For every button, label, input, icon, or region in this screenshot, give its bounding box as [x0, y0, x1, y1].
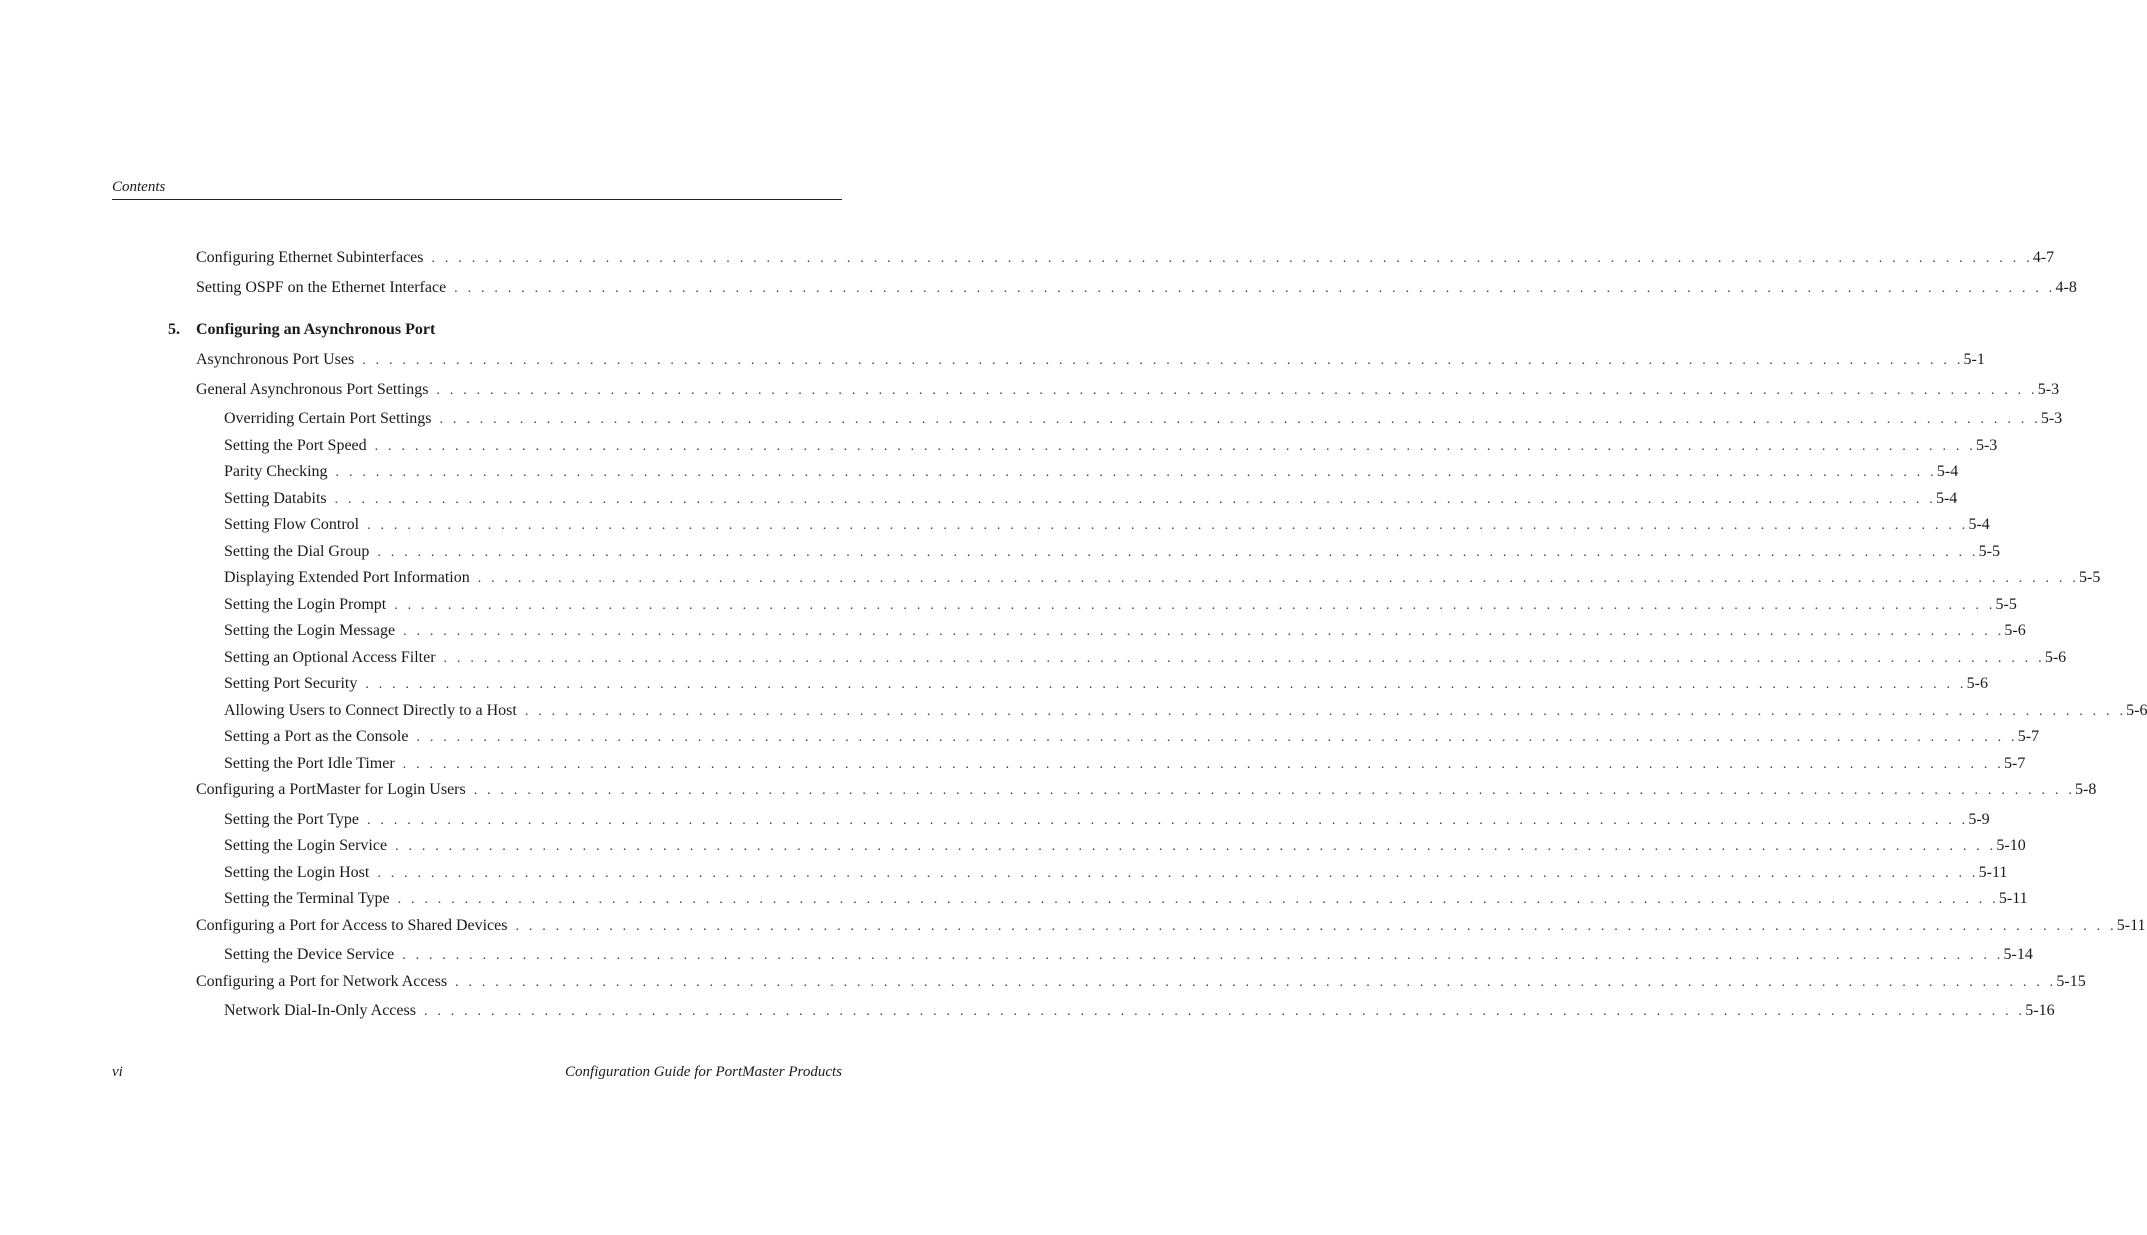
toc-entry-page: 5-7	[2017, 728, 2040, 745]
toc-entry-title: Setting Flow Control	[224, 516, 360, 533]
toc-entry[interactable]	[224, 727, 2040, 747]
toc-entry[interactable]	[224, 568, 2101, 588]
running-header	[112, 177, 842, 200]
toc-entry-page: 5-15	[2056, 973, 2086, 990]
toc-entry-page: 5-7	[2003, 755, 2026, 772]
dot-leader: . . . . . . . . . . . . . . . . . . . . . . . . . . . . . . . . . . . . . . . . . . . . . . . . . . . . . . . . . . . . . . . . . . . . . . . . . . . . . . . . . . . . . . . . . . . . . . . . . . . . . . . . . . . . . . . . . . . . . . . .	[477, 571, 2080, 586]
toc-entry-page: 5-16	[2025, 1002, 2055, 1019]
toc-entry-title: Setting OSPF on the Ethernet Interface	[196, 279, 447, 296]
toc-entry-page: 5-6	[2044, 649, 2067, 666]
dot-leader: . . . . . . . . . . . . . . . . . . . . . . . . . . . . . . . . . . . . . . . . . . . . . . . . . . . . . . . . . . . . . . . . . . . . . . . . . . . . . . . . . . . . . . . . . . . . . . . . . . . . . . . . . . . . . . . . . . . . . . . .	[439, 412, 2041, 427]
dot-leader: . . . . . . . . . . . . . . . . . . . . . . . . . . . . . . . . . . . . . . . . . . . . . . . . . . . . . . . . . . . . . . . . . . . . . . . . . . . . . . . . . . . . . . . . . . . . . . . . . . . . . . . . . . . . . . . . . . . . . . . .	[455, 975, 2057, 990]
chapter-title: Configuring an Asynchronous Port	[196, 321, 436, 338]
toc-entry[interactable]	[224, 542, 2000, 562]
toc-entry[interactable]	[224, 754, 2026, 774]
toc-entry[interactable]	[224, 701, 2147, 721]
toc-entry[interactable]	[196, 972, 2086, 992]
toc-entry-page: 5-5	[1995, 596, 2017, 613]
chapter-number: 5.	[168, 321, 180, 338]
dot-leader: . . . . . . . . . . . . . . . . . . . . . . . . . . . . . . . . . . . . . . . . . . . . . . . . . . . . . . . . . . . . . . . . . . . . . . . . . . . . . . . . . . . . . . . . . . . . . . . . . . . . . . . . . . . . . . . . . . . . . . . .	[377, 545, 1979, 560]
dot-leader: . . . . . . . . . . . . . . . . . . . . . . . . . . . . . . . . . . . . . . . . . . . . . . . . . . . . . . . . . . . . . . . . . . . . . . . . . . . . . . . . . . . . . . . . . . . . . . . . . . . . . . . . . . . . . . . . . . . . . . . .	[362, 353, 1964, 368]
toc-entry-page: 5-5	[2079, 569, 2101, 586]
toc-entry-title: Setting the Terminal Type	[224, 890, 390, 907]
toc-entry-title: Setting the Port Speed	[224, 437, 367, 454]
dot-leader: . . . . . . . . . . . . . . . . . . . . . . . . . . . . . . . . . . . . . . . . . . . . . . . . . . . . . . . . . . . . . . . . . . . . . . . . . . . . . . . . . . . . . . . . . . . . . . . . . . . . . . . . . . . . . . . . . . . . . . . .	[436, 383, 2038, 398]
toc-entry-title: Setting the Login Message	[224, 622, 396, 639]
toc-entry-page: 5-4	[1968, 516, 1990, 533]
dot-leader: . . . . . . . . . . . . . . . . . . . . . . . . . . . . . . . . . . . . . . . . . . . . . . . . . . . . . . . . . . . . . . . . . . . . . . . . . . . . . . . . . . . . . . . . . . . . . . . . . . . . . . . . . . . . . . . . . . . . . . . .	[431, 251, 2033, 266]
toc-entry-title: Network Dial-In-Only Access	[224, 1002, 416, 1019]
toc-entry-page: 5-6	[2004, 622, 2026, 639]
dot-leader: . . . . . . . . . . . . . . . . . . . . . . . . . . . . . . . . . . . . . . . . . . . . . . . . . . . . . . . . . . . . . . . . . . . . . . . . . . . . . . . . . . . . . . . . . . . . . . . . . . . . . . . . . . . . . . . . . . . . . . . .	[394, 598, 1996, 613]
dot-leader: . . . . . . . . . . . . . . . . . . . . . . . . . . . . . . . . . . . . . . . . . . . . . . . . . . . . . . . . . . . . . . . . . . . . . . . . . . . . . . . . . . . . . . . . . . . . . . . . . . . . . . . . . . . . . . . . . . . . . . . .	[335, 465, 1937, 480]
toc-entry-title: Setting Port Security	[224, 675, 358, 692]
dot-leader: . . . . . . . . . . . . . . . . . . . . . . . . . . . . . . . . . . . . . . . . . . . . . . . . . . . . . . . . . . . . . . . . . . . . . . . . . . . . . . . . . . . . . . . . . . . . . . . . . . . . . . . . . . . . . . . . . . . . . . . .	[367, 518, 1969, 533]
toc-entry-page: 5-14	[2003, 946, 2033, 963]
toc-entry[interactable]	[196, 780, 2097, 800]
header-title: Contents	[112, 179, 166, 195]
toc-entry[interactable]	[224, 648, 2067, 668]
toc-entry-page: 5-11	[1978, 864, 2008, 881]
toc-entry-title: Configuring a Port for Network Access	[196, 973, 448, 990]
toc-entry-title: Setting a Port as the Console	[224, 728, 409, 745]
dot-leader: . . . . . . . . . . . . . . . . . . . . . . . . . . . . . . . . . . . . . . . . . . . . . . . . . . . . . . . . . . . . . . . . . . . . . . . . . . . . . . . . . . . . . . . . . . . . . . . . . . . . . . . . . . . . . . . . . . . . . . . .	[403, 624, 2005, 639]
toc-entry-page: 5-5	[1978, 543, 2000, 560]
dot-leader: . . . . . . . . . . . . . . . . . . . . . . . . . . . . . . . . . . . . . . . . . . . . . . . . . . . . . . . . . . . . . . . . . . . . . . . . . . . . . . . . . . . . . . . . . . . . . . . . . . . . . . . . . . . . . . . . . . . . . . . .	[524, 704, 2127, 719]
toc-entry-title: Setting Databits	[224, 490, 327, 507]
toc-entry-title: Displaying Extended Port Information	[224, 569, 470, 586]
toc-entry-title: Setting the Device Service	[224, 946, 395, 963]
toc-entry-title: Asynchronous Port Uses	[196, 351, 355, 368]
toc-entry[interactable]	[224, 945, 2033, 965]
toc-entry-page: 4-7	[2032, 249, 2055, 266]
footer-book-title: Configuration Guide for PortMaster Products	[565, 1064, 842, 1080]
toc-entry[interactable]	[224, 621, 2026, 641]
toc-entry-title: Parity Checking	[224, 463, 328, 480]
dot-leader: . . . . . . . . . . . . . . . . . . . . . . . . . . . . . . . . . . . . . . . . . . . . . . . . . . . . . . . . . . . . . . . . . . . . . . . . . . . . . . . . . . . . . . . . . . . . . . . . . . . . . . . . . . . . . . . . . . . . . . . .	[367, 813, 1969, 828]
toc-entry-page: 5-6	[2126, 702, 2147, 719]
dot-leader: . . . . . . . . . . . . . . . . . . . . . . . . . . . . . . . . . . . . . . . . . . . . . . . . . . . . . . . . . . . . . . . . . . . . . . . . . . . . . . . . . . . . . . . . . . . . . . . . . . . . . . . . . . . . . . . . . . . . . . . .	[402, 757, 2004, 772]
toc-entry[interactable]	[224, 863, 2008, 883]
dot-leader: . . . . . . . . . . . . . . . . . . . . . . . . . . . . . . . . . . . . . . . . . . . . . . . . . . . . . . . . . . . . . . . . . . . . . . . . . . . . . . . . . . . . . . . . . . . . . . . . . . . . . . . . . . . . . . . . . . . . . . . .	[377, 866, 1979, 881]
dot-leader: . . . . . . . . . . . . . . . . . . . . . . . . . . . . . . . . . . . . . . . . . . . . . . . . . . . . . . . . . . . . . . . . . . . . . . . . . . . . . . . . . . . . . . . . . . . . . . . . . . . . . . . . . . . . . . . . . . . . . . . .	[365, 677, 1967, 692]
toc-entry[interactable]	[196, 350, 1985, 370]
toc-entry-title: Setting the Login Service	[224, 837, 388, 854]
dot-leader: . . . . . . . . . . . . . . . . . . . . . . . . . . . . . . . . . . . . . . . . . . . . . . . . . . . . . . . . . . . . . . . . . . . . . . . . . . . . . . . . . . . . . . . . . . . . . . . . . . . . . . . . . . . . . . . . . . . . . . . .	[473, 783, 2076, 798]
toc-entry-page: 5-8	[2075, 781, 2097, 798]
toc-entry-page: 5-1	[1963, 351, 1985, 368]
toc-entry-page: 5-11	[1998, 890, 2028, 907]
running-footer	[112, 1062, 842, 1082]
toc-entry-title: Setting the Port Idle Timer	[224, 755, 395, 772]
toc-entry-title: Overriding Certain Port Settings	[224, 410, 432, 427]
toc-entry-title: Setting the Login Prompt	[224, 596, 387, 613]
toc-entry[interactable]	[196, 916, 2146, 936]
toc-entry[interactable]	[224, 515, 1990, 535]
toc-entry[interactable]	[196, 278, 2077, 298]
toc-entry-page: 5-10	[1996, 837, 2026, 854]
toc-entry-page: 4-8	[2055, 279, 2077, 296]
toc-entry-page: 5-11	[2116, 917, 2146, 934]
dot-leader: . . . . . . . . . . . . . . . . . . . . . . . . . . . . . . . . . . . . . . . . . . . . . . . . . . . . . . . . . . . . . . . . . . . . . . . . . . . . . . . . . . . . . . . . . . . . . . . . . . . . . . . . . . . . . . . . . . . . . . . .	[515, 919, 2117, 934]
toc-entry[interactable]	[224, 810, 1990, 830]
dot-leader: . . . . . . . . . . . . . . . . . . . . . . . . . . . . . . . . . . . . . . . . . . . . . . . . . . . . . . . . . . . . . . . . . . . . . . . . . . . . . . . . . . . . . . . . . . . . . . . . . . . . . . . . . . . . . . . . . . . . . . . .	[423, 1004, 2026, 1019]
dot-leader: . . . . . . . . . . . . . . . . . . . . . . . . . . . . . . . . . . . . . . . . . . . . . . . . . . . . . . . . . . . . . . . . . . . . . . . . . . . . . . . . . . . . . . . . . . . . . . . . . . . . . . . . . . . . . . . . . . . . . . . .	[454, 281, 2056, 296]
toc-entry[interactable]	[224, 595, 2017, 615]
toc-entry-page: 5-9	[1968, 811, 1990, 828]
footer-page-number: vi	[112, 1064, 123, 1080]
toc-entry[interactable]	[224, 462, 1959, 482]
dot-leader: . . . . . . . . . . . . . . . . . . . . . . . . . . . . . . . . . . . . . . . . . . . . . . . . . . . . . . . . . . . . . . . . . . . . . . . . . . . . . . . . . . . . . . . . . . . . . . . . . . . . . . . . . . . . . . . . . . . . . . . .	[395, 839, 1997, 854]
toc-entry-title: Configuring a Port for Access to Shared Devices	[196, 917, 508, 934]
chapter-heading[interactable]	[168, 320, 435, 340]
dot-leader: . . . . . . . . . . . . . . . . . . . . . . . . . . . . . . . . . . . . . . . . . . . . . . . . . . . . . . . . . . . . . . . . . . . . . . . . . . . . . . . . . . . . . . . . . . . . . . . . . . . . . . . . . . . . . . . . . . . . . . . .	[416, 730, 2018, 745]
toc-entry[interactable]	[224, 889, 2028, 909]
dot-leader: . . . . . . . . . . . . . . . . . . . . . . . . . . . . . . . . . . . . . . . . . . . . . . . . . . . . . . . . . . . . . . . . . . . . . . . . . . . . . . . . . . . . . . . . . . . . . . . . . . . . . . . . . . . . . . . . . . . . . . . .	[334, 492, 1936, 507]
toc-entry-page: 5-6	[1966, 675, 1988, 692]
toc-entry-title: Setting the Login Host	[224, 864, 370, 881]
toc-entry[interactable]	[224, 1001, 2055, 1021]
dot-leader: . . . . . . . . . . . . . . . . . . . . . . . . . . . . . . . . . . . . . . . . . . . . . . . . . . . . . . . . . . . . . . . . . . . . . . . . . . . . . . . . . . . . . . . . . . . . . . . . . . . . . . . . . . . . . . . . . . . . . . . .	[443, 651, 2045, 666]
toc-entry-title: Configuring a PortMaster for Login Users	[196, 781, 466, 798]
toc-entry[interactable]	[224, 836, 2026, 856]
toc-entry-page: 5-3	[2037, 381, 2060, 398]
toc-entry[interactable]	[224, 674, 1988, 694]
toc-entry-title: General Asynchronous Port Settings	[196, 381, 429, 398]
toc-entry-title: Setting the Port Type	[224, 811, 360, 828]
toc-entry-page: 5-4	[1935, 490, 1958, 507]
dot-leader: . . . . . . . . . . . . . . . . . . . . . . . . . . . . . . . . . . . . . . . . . . . . . . . . . . . . . . . . . . . . . . . . . . . . . . . . . . . . . . . . . . . . . . . . . . . . . . . . . . . . . . . . . . . . . . . . . . . . . . . .	[397, 892, 1999, 907]
toc-entry[interactable]	[224, 489, 1958, 509]
toc-entry-title: Configuring Ethernet Subinterfaces	[196, 249, 424, 266]
toc-entry[interactable]	[224, 436, 1998, 456]
dot-leader: . . . . . . . . . . . . . . . . . . . . . . . . . . . . . . . . . . . . . . . . . . . . . . . . . . . . . . . . . . . . . . . . . . . . . . . . . . . . . . . . . . . . . . . . . . . . . . . . . . . . . . . . . . . . . . . . . . . . . . . .	[374, 439, 1976, 454]
dot-leader: . . . . . . . . . . . . . . . . . . . . . . . . . . . . . . . . . . . . . . . . . . . . . . . . . . . . . . . . . . . . . . . . . . . . . . . . . . . . . . . . . . . . . . . . . . . . . . . . . . . . . . . . . . . . . . . . . . . . . . . .	[402, 948, 2004, 963]
toc-entry-title: Setting an Optional Access Filter	[224, 649, 436, 666]
toc-entry-page: 5-3	[2040, 410, 2063, 427]
toc-entry-page: 5-4	[1936, 463, 1959, 480]
toc-entry[interactable]	[196, 380, 2060, 400]
toc-entry[interactable]	[196, 248, 2055, 268]
toc-entry[interactable]	[224, 409, 2063, 429]
toc-entry-page: 5-3	[1975, 437, 1998, 454]
toc-entry-title: Allowing Users to Connect Directly to a Host	[224, 702, 517, 719]
toc-entry-title: Setting the Dial Group	[224, 543, 370, 560]
